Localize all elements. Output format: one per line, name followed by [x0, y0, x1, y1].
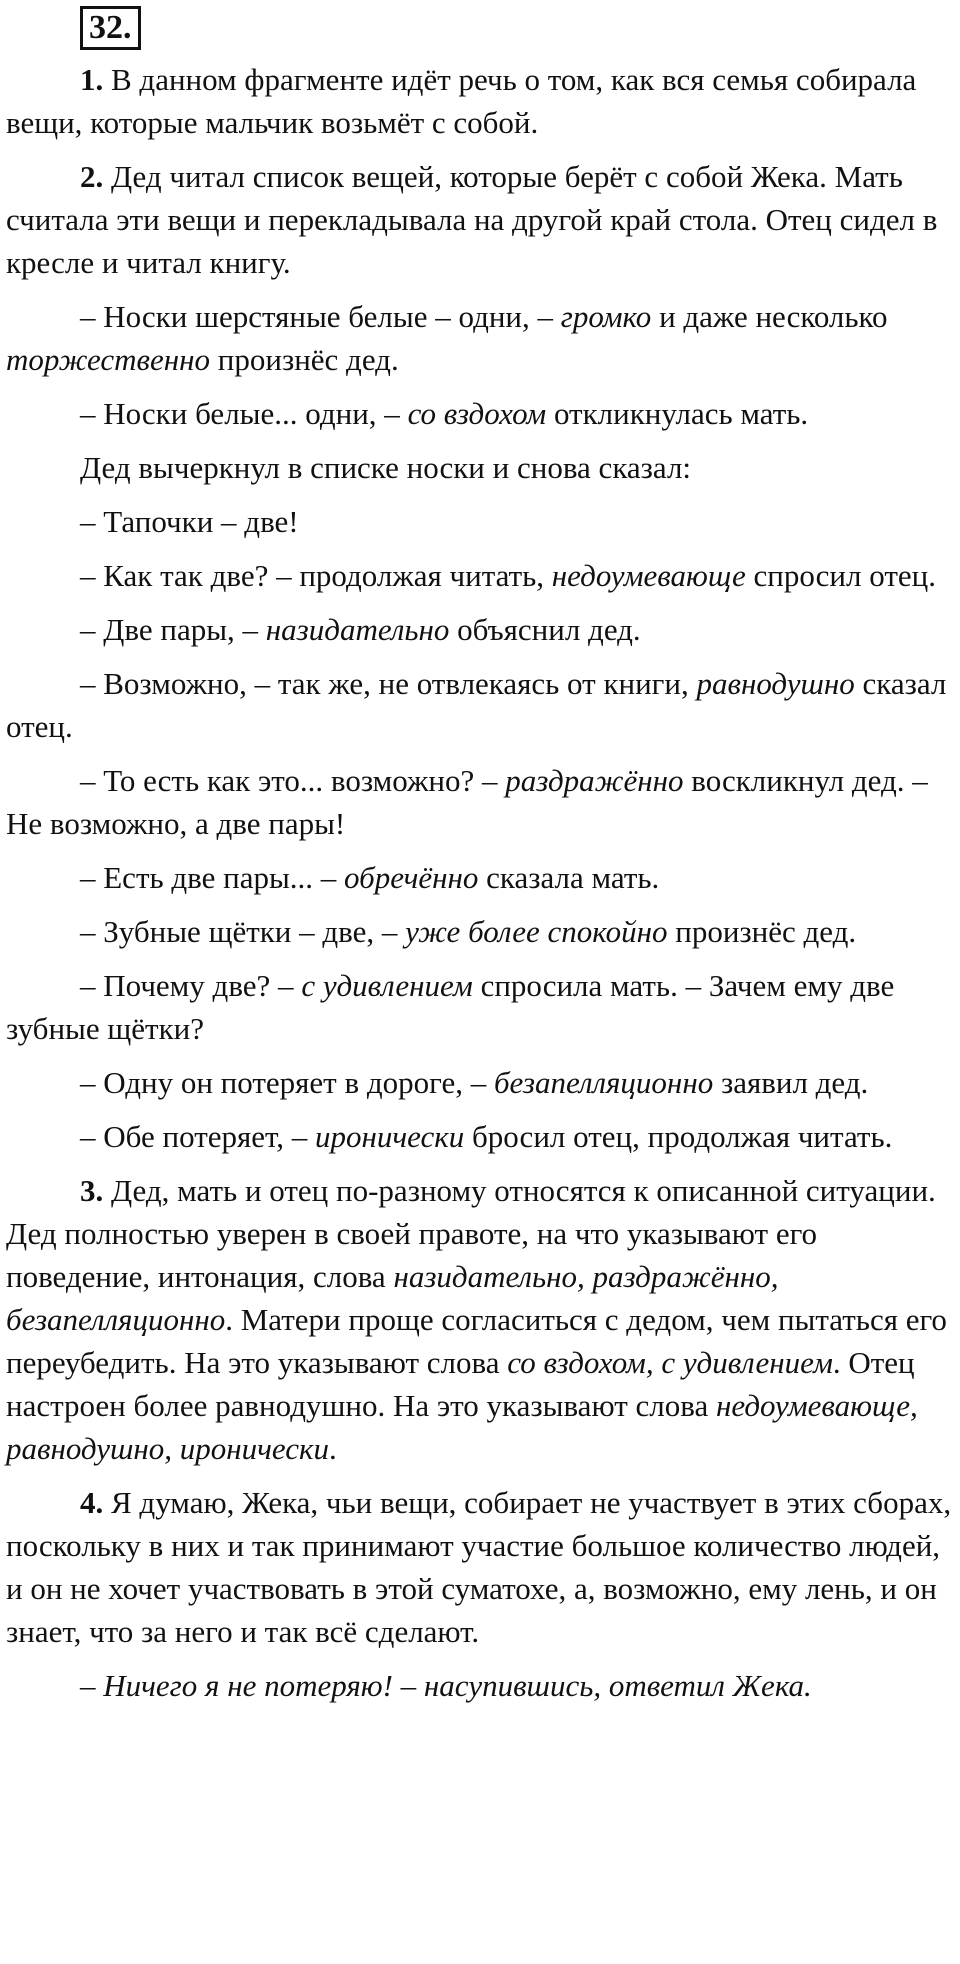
italic-text: со вздохом, с удивлением: [507, 1345, 833, 1380]
italic-text: иронически: [314, 1119, 465, 1154]
text-segment: – Обе потеряет, –: [80, 1119, 315, 1154]
paragraph: [6, 964, 954, 1050]
italic-text: раздражённо: [505, 763, 684, 798]
italic-text: безапелляционно: [493, 1065, 714, 1100]
text-segment: – Носки белые... одни, –: [80, 396, 408, 431]
italic-text: – Ничего я не потеряю! – насупившись, ответил Жека.: [80, 1668, 812, 1703]
text-segment: .: [329, 1431, 337, 1466]
text-segment: – Зубные щётки – две, –: [80, 914, 406, 949]
text-segment: бросил отец, продолжая читать.: [464, 1119, 893, 1154]
paragraph: [6, 1664, 954, 1707]
document-page: [6, 0, 954, 1718]
italic-text: уже более спокойно: [405, 914, 668, 949]
paragraph: [6, 1481, 954, 1653]
paragraph: [6, 554, 954, 597]
paragraph: [6, 608, 954, 651]
text-segment: Дед, мать и отец по-разному относятся к описанной ситуации. Дед полностью уверен в своей правоте, на что указывают его поведение, интонация, слова: [6, 1173, 936, 1294]
text-segment: . Отец настроен более равнодушно. На это указывают слова: [6, 1345, 915, 1423]
text-segment: Я думаю, Жека, чьи вещи, собирает не участвует в этих сборах, поскольку в них и так принимают участие большое количество людей, и он не хочет участвовать в этой суматохе, а, возможно, ему лень, и он знает, что за него и так всё сделают.: [6, 1485, 952, 1649]
paragraph: [6, 1061, 954, 1104]
text-segment: – То есть как это... возможно? –: [80, 763, 506, 798]
task-number-box: 32.: [80, 6, 141, 50]
text-segment: – Тапочки – две!: [80, 504, 299, 539]
paragraph: [6, 500, 954, 543]
paragraph: [6, 1115, 954, 1158]
italic-text: торжественно: [6, 342, 211, 377]
paragraph: [6, 759, 954, 845]
paragraph: [6, 155, 954, 284]
italic-text: громко: [560, 299, 652, 334]
text-segment: сказала мать.: [478, 860, 660, 895]
document-body: [6, 58, 954, 1707]
text-segment: заявил дед.: [713, 1065, 869, 1100]
text-segment: Дед вычеркнул в списке носки и снова сказал:: [80, 450, 692, 485]
paragraph: [6, 295, 954, 381]
text-segment: воскликнул дед. – Не возможно, а две пары!: [6, 763, 928, 841]
text-segment: – Носки шерстяные белые – одни, –: [80, 299, 561, 334]
text-segment: – Как так две? – продолжая читать,: [80, 558, 552, 593]
text-segment: В данном фрагменте идёт речь о том, как вся семья собирала вещи, которые мальчик возьмёт с собой.: [6, 62, 917, 140]
italic-text: обречённо: [344, 860, 479, 895]
italic-text: с удивлением: [301, 968, 473, 1003]
paragraph: [6, 910, 954, 953]
item-number: 3.: [80, 1173, 104, 1208]
italic-text: недоумевающе: [551, 558, 746, 593]
paragraph: [6, 58, 954, 144]
text-segment: произнёс дед.: [667, 914, 857, 949]
item-number: 1.: [80, 62, 104, 97]
paragraph: [6, 662, 954, 748]
italic-text: со вздохом: [407, 396, 547, 431]
text-segment: спросила мать. – Зачем ему две зубные щётки?: [6, 968, 895, 1046]
text-segment: – Две пары, –: [80, 612, 266, 647]
item-number: 2.: [80, 159, 104, 194]
text-segment: сказал отец.: [6, 666, 947, 744]
text-segment: откликнулась мать.: [546, 396, 809, 431]
paragraph: [6, 856, 954, 899]
paragraph: [6, 1169, 954, 1470]
text-segment: произнёс дед.: [210, 342, 399, 377]
paragraph: [6, 446, 954, 489]
text-segment: спросил отец.: [745, 558, 936, 593]
text-segment: – Возможно, – так же, не отвлекаясь от книги,: [80, 666, 697, 701]
text-segment: Дед читал список вещей, которые берёт с собой Жека. Мать считала эти вещи и перекладывала на другой край стола. Отец сидел в кресле и читал книгу.: [6, 159, 938, 280]
text-segment: – Почему две? –: [80, 968, 302, 1003]
item-number: 4.: [80, 1485, 104, 1520]
text-segment: и даже несколько: [651, 299, 888, 334]
text-segment: . Матери проще согласиться с дедом, чем пытаться его переубедить. На это указывают слова: [6, 1302, 947, 1380]
italic-text: равнодушно: [696, 666, 855, 701]
italic-text: недоумевающе, равнодушно, иронически: [6, 1388, 918, 1466]
text-segment: – Есть две пары... –: [80, 860, 345, 895]
italic-text: назидательно, раздражённо, безапелляционно: [6, 1259, 779, 1337]
text-segment: объяснил дед.: [449, 612, 641, 647]
italic-text: назидательно: [265, 612, 450, 647]
text-segment: – Одну он потеряет в дороге, –: [80, 1065, 494, 1100]
paragraph: [6, 392, 954, 435]
